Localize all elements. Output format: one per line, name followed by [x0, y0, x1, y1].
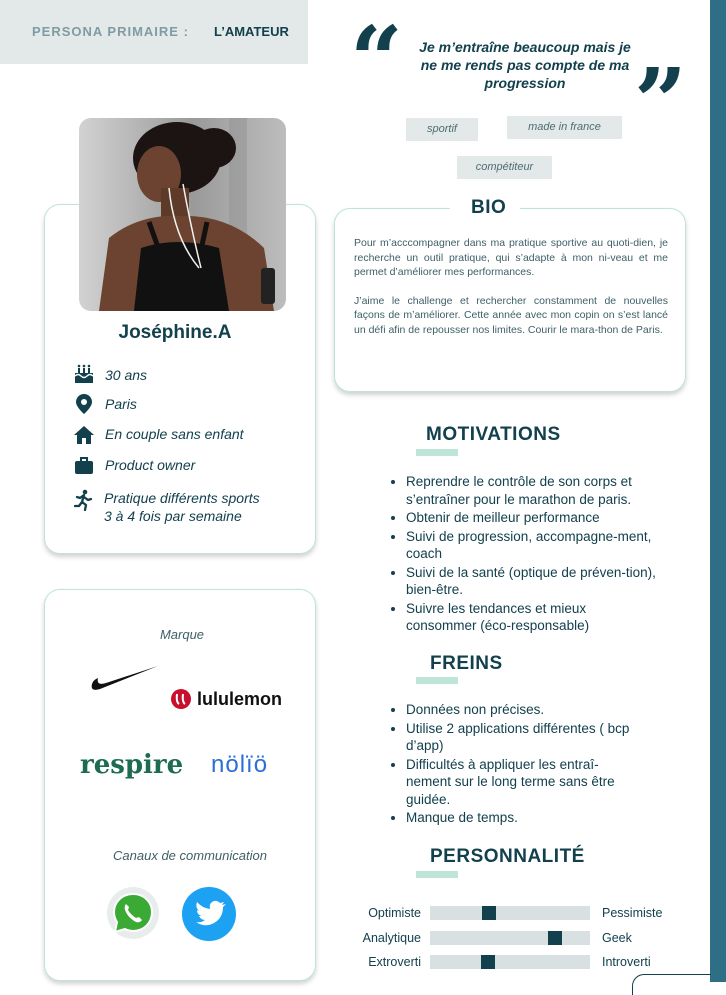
- info-family: En couple sans enfant: [105, 426, 244, 442]
- persona-type-value: L’AMATEUR: [214, 24, 289, 39]
- trait-left-label: Optimiste: [368, 906, 421, 920]
- brands-card: [44, 589, 316, 981]
- briefcase-icon: [73, 455, 95, 477]
- list-item: • Utilise 2 applications différentes ( bcp d’app): [406, 720, 636, 755]
- info-job: Product owner: [105, 457, 196, 473]
- info-age: 30 ans: [105, 367, 148, 383]
- bio-text: [354, 236, 668, 337]
- home-icon: [73, 424, 95, 446]
- info-sport-frequency: [104, 489, 260, 525]
- lululemon-wordmark: lululemon: [197, 689, 282, 709]
- trait-right-label: Introverti: [602, 955, 651, 969]
- brands-caption: Marque: [159, 627, 205, 642]
- partial-card-edge: [632, 974, 711, 995]
- info-city: Paris: [105, 396, 137, 412]
- trait-left-label: Analytique: [362, 931, 421, 945]
- persona-name: Joséphine.A: [118, 322, 232, 343]
- trait-slider-knob: [481, 955, 495, 969]
- list-item: • Suivre les tendances et mieux consommer (éco-responsable): [406, 600, 656, 635]
- tag: sportif: [406, 118, 478, 141]
- persona-photo: [79, 118, 286, 311]
- list-item: • Difficultés à appliquer les entraî-nement sur le long terme sans être guidée.: [406, 756, 636, 809]
- persona-type-label: PERSONA PRIMAIRE :: [32, 24, 189, 39]
- channels-caption: Canaux de communication: [113, 848, 267, 863]
- twitter-icon[interactable]: [181, 886, 237, 947]
- close-quote-icon: ”: [634, 48, 687, 156]
- list-item: • Données non précises.: [406, 701, 636, 719]
- cake-icon: [73, 363, 95, 385]
- trait-slider: [430, 931, 590, 945]
- motivations-underline: [416, 449, 458, 456]
- freins-underline: [416, 677, 458, 684]
- freins-title: FREINS: [430, 653, 503, 674]
- right-accent-bar: [710, 0, 726, 982]
- trait-slider: [430, 906, 590, 920]
- persona-quote: Je m’entraîne beaucoup mais je ne me rends pas compte de ma progression: [419, 39, 631, 91]
- lululemon-logo: [170, 688, 192, 715]
- list-item: • Suivi de progression, accompagne-ment, coach: [406, 528, 656, 563]
- list-item: • Suivi de la santé (optique de préven-tion), bien-être.: [406, 564, 656, 599]
- location-pin-icon: [73, 393, 95, 415]
- list-item: • Manque de temps.: [406, 809, 636, 827]
- trait-slider: [430, 955, 590, 969]
- bio-paragraph-1: Pour m’acccompagner dans ma pratique sportive au quoti-dien, je recherche un outil pratique, qui s’adapte à mon ni-veau et me permet d’améliorer mes performances.: [354, 237, 668, 278]
- nolio-logo: nölïö: [211, 751, 269, 778]
- personnalite-underline: [416, 871, 458, 878]
- open-quote-icon: “: [350, 6, 403, 114]
- trait-right-label: Geek: [602, 931, 632, 945]
- bio-title: BIO: [471, 197, 507, 218]
- running-icon: [72, 489, 94, 511]
- personnalite-title: PERSONNALITÉ: [430, 846, 585, 867]
- list-item: • Reprendre le contrôle de son corps et s’entraîner pour le marathon de paris.: [406, 473, 656, 508]
- motivations-title: MOTIVATIONS: [426, 424, 561, 445]
- bio-paragraph-2: J’aime le challenge et rechercher constamment de nouvelles façons de m’améliorer. Cette année avec mon copin on s’est lancé un défi afin de repousser nos limites. Courir le mara-thon de Paris.: [354, 294, 668, 336]
- whatsapp-icon[interactable]: [106, 886, 160, 945]
- list-item: • Obtenir de meilleur performance: [406, 509, 656, 527]
- trait-right-label: Pessimiste: [602, 906, 663, 920]
- respire-logo: respire: [80, 750, 184, 780]
- trait-left-label: Extroverti: [368, 955, 421, 969]
- trait-slider-knob: [548, 931, 562, 945]
- nike-logo: [90, 662, 160, 697]
- info-sport-line2: 3 à 4 fois par semaine: [104, 508, 242, 524]
- info-sport-line1: Pratique différents sports: [104, 490, 260, 506]
- trait-slider-knob: [482, 906, 496, 920]
- freins-list: [386, 701, 636, 828]
- motivations-list: [386, 473, 656, 636]
- tag: made in france: [507, 116, 622, 139]
- tag: compétiteur: [457, 156, 552, 179]
